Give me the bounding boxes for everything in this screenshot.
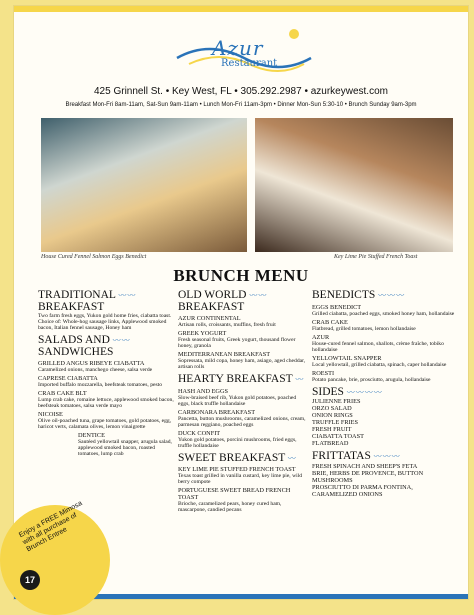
wave-icon: 〰〰〰 bbox=[378, 291, 406, 300]
logo-subtitle: Restaurant bbox=[221, 58, 278, 69]
menu-title: BRUNCH MENU bbox=[173, 266, 309, 285]
menu-item-name: AZUR CONTINENTAL bbox=[178, 315, 241, 322]
menu-column-3 bbox=[312, 290, 458, 502]
menu-item-description: Imported buffalo mozzarella, beefsteak tomatoes, pesto bbox=[38, 382, 162, 388]
menu-item-name: CAPRESE CIABATTA bbox=[38, 375, 98, 382]
menu-item-name: YELLOWTAIL SNAPPER bbox=[312, 354, 382, 362]
menu-item-name: ROESTI bbox=[312, 369, 335, 377]
frittata-item: FRESH SPINACH AND SHEEP'S FETA bbox=[312, 462, 418, 470]
menu-item-name: PORTUGUESE SWEET BREAD FRENCH TOAST bbox=[178, 487, 291, 501]
menu-item-description: Texas toast grilled in vanilla custard, key lime pie, wild berry compote bbox=[178, 473, 303, 485]
menu-item-name: GREEK YOGURT bbox=[178, 330, 227, 337]
section-frittatas bbox=[312, 451, 458, 498]
wave-icon: 〰〰〰〰 bbox=[346, 387, 383, 397]
contact-line: 425 Grinnell St. • Key West, FL • 305.292.2987 • azurkeywest.com bbox=[94, 86, 388, 97]
wave-icon: 〰〰 bbox=[112, 336, 131, 345]
menu-item-name: MEDITERRANEAN BREAKFAST bbox=[178, 351, 271, 358]
side-item: FRESH FRUIT bbox=[312, 426, 352, 433]
menu-column-2 bbox=[178, 290, 308, 517]
menu-item-description: Olive oil-poached tuna, grape tomatoes, gold potatoes, egg, haricot verts, calamata olives, lemon vinaigrette bbox=[38, 418, 172, 430]
side-item: ORZO SALAD bbox=[312, 405, 352, 412]
menu-item-description: Sautéed yellowtail snapper, arugula salad, applewood smoked bacon, roasted tomatoes, lump crab bbox=[78, 439, 172, 457]
menu-item-name: GRILLED ANGUS RIBEYE CIABATTA bbox=[38, 360, 145, 367]
item-description: Two farm fresh eggs, Yukon gold home fries, ciabatta toast. Choice of: Whole-hog sausage links, Applewood smoked bacon, Italian fennel sausage, Honey ham bbox=[38, 313, 172, 331]
promo-badge-text: Enjoy a FREE Mimosa with all purchase of Brunch Entree bbox=[18, 499, 84, 554]
side-item: JULIENNE FRIES bbox=[312, 398, 361, 405]
section-title: BENEDICTS 〰〰〰 bbox=[312, 289, 406, 301]
section-title: TRADITIONAL 〰〰 BREAKFAST bbox=[38, 289, 137, 313]
section-old-world-breakfast bbox=[178, 290, 308, 370]
section-salads-sandwiches bbox=[38, 335, 176, 457]
hours-line: Breakfast Mon-Fri 8am-11am, Sat-Sun 9am-11am • Lunch Mon-Fri 11am-3pm • Dinner Mon-Sun 5:30-10 • Brunch Sunday 9am-3pm bbox=[65, 102, 417, 108]
menu-item-description: Potato pancake, brie, prosciutto, arugula, hollandaise bbox=[312, 376, 431, 383]
section-traditional-breakfast bbox=[38, 290, 176, 331]
section-sweet-breakfast bbox=[178, 453, 308, 514]
section-title: SWEET BREAKFAST 〰 bbox=[178, 451, 297, 464]
menu-item-name: KEY LIME PIE STUFFED FRENCH TOAST bbox=[178, 466, 296, 473]
wave-icon: 〰〰 bbox=[118, 291, 137, 300]
menu-item-description: Pancetta, button mushrooms, caramelized onions, cream, parmesan reggiano, poached eggs bbox=[178, 415, 306, 428]
menu-item-name: AZUR bbox=[312, 333, 330, 341]
menu-item-name: CARBONARA BREAKFAST bbox=[178, 408, 256, 416]
wave-icon: 〰 bbox=[287, 453, 297, 463]
logo-text: Azur bbox=[212, 36, 264, 60]
section-benedicts bbox=[312, 290, 458, 383]
wave-icon: 〰〰〰 bbox=[373, 452, 401, 461]
side-item: CIABATTA TOAST bbox=[312, 433, 364, 440]
menu-item-name: HASH AND EGGS bbox=[178, 387, 229, 395]
top-frame bbox=[14, 6, 468, 12]
menu-item-description: Fresh seasonal fruits, Greek yogurt, thousand flower honey, granola bbox=[178, 337, 296, 349]
section-sides bbox=[312, 387, 458, 448]
menu-item-description: Brioche, caramelized pears, honey cured ham, mascarpone, candied pecans bbox=[178, 501, 282, 513]
side-item: TRUFFLE FRIES bbox=[312, 419, 359, 426]
section-title: OLD WORLD 〰〰 BREAKFAST bbox=[178, 289, 268, 313]
page-number: 17 bbox=[20, 570, 40, 590]
menu-item-name: EGGS BENEDICT bbox=[312, 303, 362, 311]
menu-item-description: Slow-braised beef rib, Yukon gold potatoes, poached eggs, black truffle hollandaise bbox=[178, 394, 297, 407]
menu-item-description: House-cured fennel salmon, shallots, crème fraîche, tobiko hollandaise bbox=[312, 340, 444, 353]
left-photo-caption: House Cured Fennel Salmon Eggs Benedict bbox=[41, 254, 147, 260]
wave-icon: 〰〰 bbox=[249, 291, 268, 300]
frittata-item: PROSCIUTTO DI PARMA FONTINA, CARAMELIZED ONIONS bbox=[312, 483, 413, 498]
menu-item-name: CRAB CAKE bbox=[312, 318, 348, 326]
menu-item-name: DUCK CONFIT bbox=[178, 429, 221, 437]
salmon-benedict-photo bbox=[41, 118, 247, 252]
section-hearty-breakfast bbox=[178, 374, 308, 449]
section-title: SIDES 〰〰〰〰 bbox=[312, 385, 383, 398]
menu-item-description: Lump crab cake, romaine lettuce, applewood smoked bacon, beefsteak tomatoes, salsa verde mayo bbox=[38, 397, 174, 409]
section-title: HEARTY BREAKFAST 〰 bbox=[178, 373, 305, 385]
menu-item-description: Local yellowtail, grilled ciabatta, spinach, caper hollandaise bbox=[312, 361, 447, 368]
menu-item-name: DENTICE bbox=[78, 432, 105, 439]
menu-item-description: Caramelized onions, manchego cheese, salsa verde bbox=[38, 367, 153, 373]
menu-item-description: Sopressata, mild copa, honey ham, asiago, aged cheddar, artisan rolls bbox=[178, 358, 306, 370]
menu-item-name: NICOISE bbox=[38, 411, 63, 418]
side-item: FLATBREAD bbox=[312, 440, 349, 447]
menu-item-description: Flatbread, grilled tomatoes, lemon hollandaise bbox=[312, 325, 416, 332]
side-item: ONION RINGS bbox=[312, 412, 353, 419]
french-toast-photo bbox=[255, 118, 453, 252]
menu-item-description: Artisan rolls, croissants, muffins, fresh fruit bbox=[178, 322, 276, 328]
menu-item-name: CRAB CAKE BLT bbox=[38, 390, 87, 397]
menu-item-description: Yukon gold potatoes, porcini mushrooms, fried eggs, truffle hollandaise bbox=[178, 436, 297, 449]
menu-column-1 bbox=[38, 290, 176, 461]
menu-item-description: Grilled ciabatta, poached eggs, smoked honey ham, hollandaise bbox=[312, 310, 455, 317]
frittata-item: BRIE, HERBS DE PROVENCE, BUTTON MUSHROOMS bbox=[312, 469, 424, 484]
right-photo-caption: Key Lime Pie Stuffed French Toast bbox=[334, 254, 418, 260]
section-title: FRITTATAS 〰〰〰 bbox=[312, 450, 401, 462]
section-title: SALADS AND 〰〰 SANDWICHES bbox=[38, 334, 131, 358]
wave-icon: 〰 bbox=[295, 375, 305, 384]
